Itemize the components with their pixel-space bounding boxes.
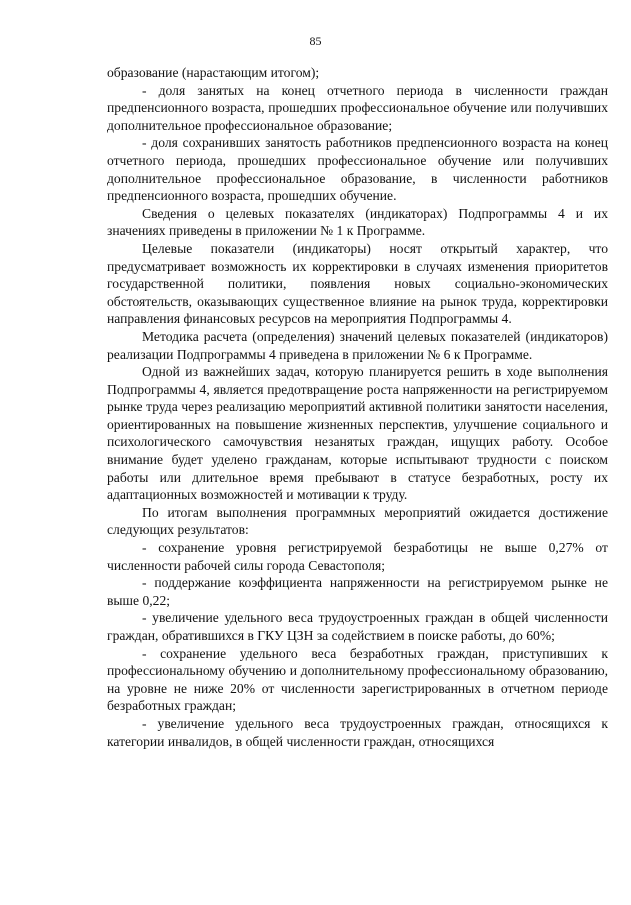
body-text	[107, 64, 608, 750]
paragraph-list-item: - поддержание коэффициента напряженности на регистрируемом рынке не выше 0,22;	[107, 575, 608, 608]
paragraph-continuation: образование (нарастающим итогом);	[107, 65, 320, 80]
paragraph-list-item: - сохранение удельного веса безработных граждан, приступивших к профессиональному обучению и дополнительному профессиональному образованию, на уровне не ниже 20% от численности зарегистрированных в отчетном периоде безработных граждан;	[107, 645, 608, 714]
paragraph: По итогам выполнения программных мероприятий ожидается достижение следующих результатов:	[107, 504, 608, 538]
paragraph-list-item: - увеличение удельного веса трудоустроенных граждан, относящихся к категории инвалидов, в общей численности граждан, относящихся	[107, 715, 608, 749]
page-number: 85	[309, 34, 322, 48]
paragraph-list-item: - доля сохранивших занятость работников предпенсионного возраста на конец отчетного периода, прошедших профессиональное обучение или получивших дополнительное профессиональное образование, в численности работников предпенсионного возраста, прошедших обучение.	[107, 135, 608, 204]
paragraph-list-item: - доля занятых на конец отчетного периода в численности граждан предпенсионного возраста, прошедших профессиональное обучение или получивших дополнительное профессиональное образование;	[107, 82, 608, 133]
paragraph: Одной из важнейших задач, которую планируется решить в ходе выполнения Подпрограммы 4, является предотвращение роста напряженности на регистрируемом рынке труда через реализацию мероприятий активной политики занятости населения, ориентированных на повышение жизненных перспектив, улучшение социального и психологического самочувствия незанятых граждан, ищущих работу. Особое внимание будет уделено гражданам, которые испытывают трудности с поиском работы или длительное время пребывают в статусе безработных, росту их адаптационных возможностей и мотивации к труду.	[107, 364, 608, 503]
paragraph: Сведения о целевых показателях (индикаторах) Подпрограммы 4 и их значениях приведены в приложении № 1 к Программе.	[107, 205, 608, 239]
paragraph: Целевые показатели (индикаторы) носят открытый характер, что предусматривает возможность их корректировки в случаях изменения приоритетов государственной политики, появления новых социально-экономических обстоятельств, оказывающих существенное влияние на рынок труда, корректировки направления финансовых ресурсов на мероприятия Подпрограммы 4.	[107, 240, 608, 327]
paragraph-list-item: - сохранение уровня регистрируемой безработицы не выше 0,27% от численности рабочей силы города Севастополя;	[107, 540, 608, 573]
paragraph: Методика расчета (определения) значений целевых показателей (индикаторов) реализации Подпрограммы 4 приведена в приложении № 6 к Программе.	[107, 328, 608, 362]
paragraph-list-item: - увеличение удельного веса трудоустроенных граждан в общей численности граждан, обратившихся в ГКУ ЦЗН за содействием в поиске работы, до 60%;	[107, 610, 608, 643]
